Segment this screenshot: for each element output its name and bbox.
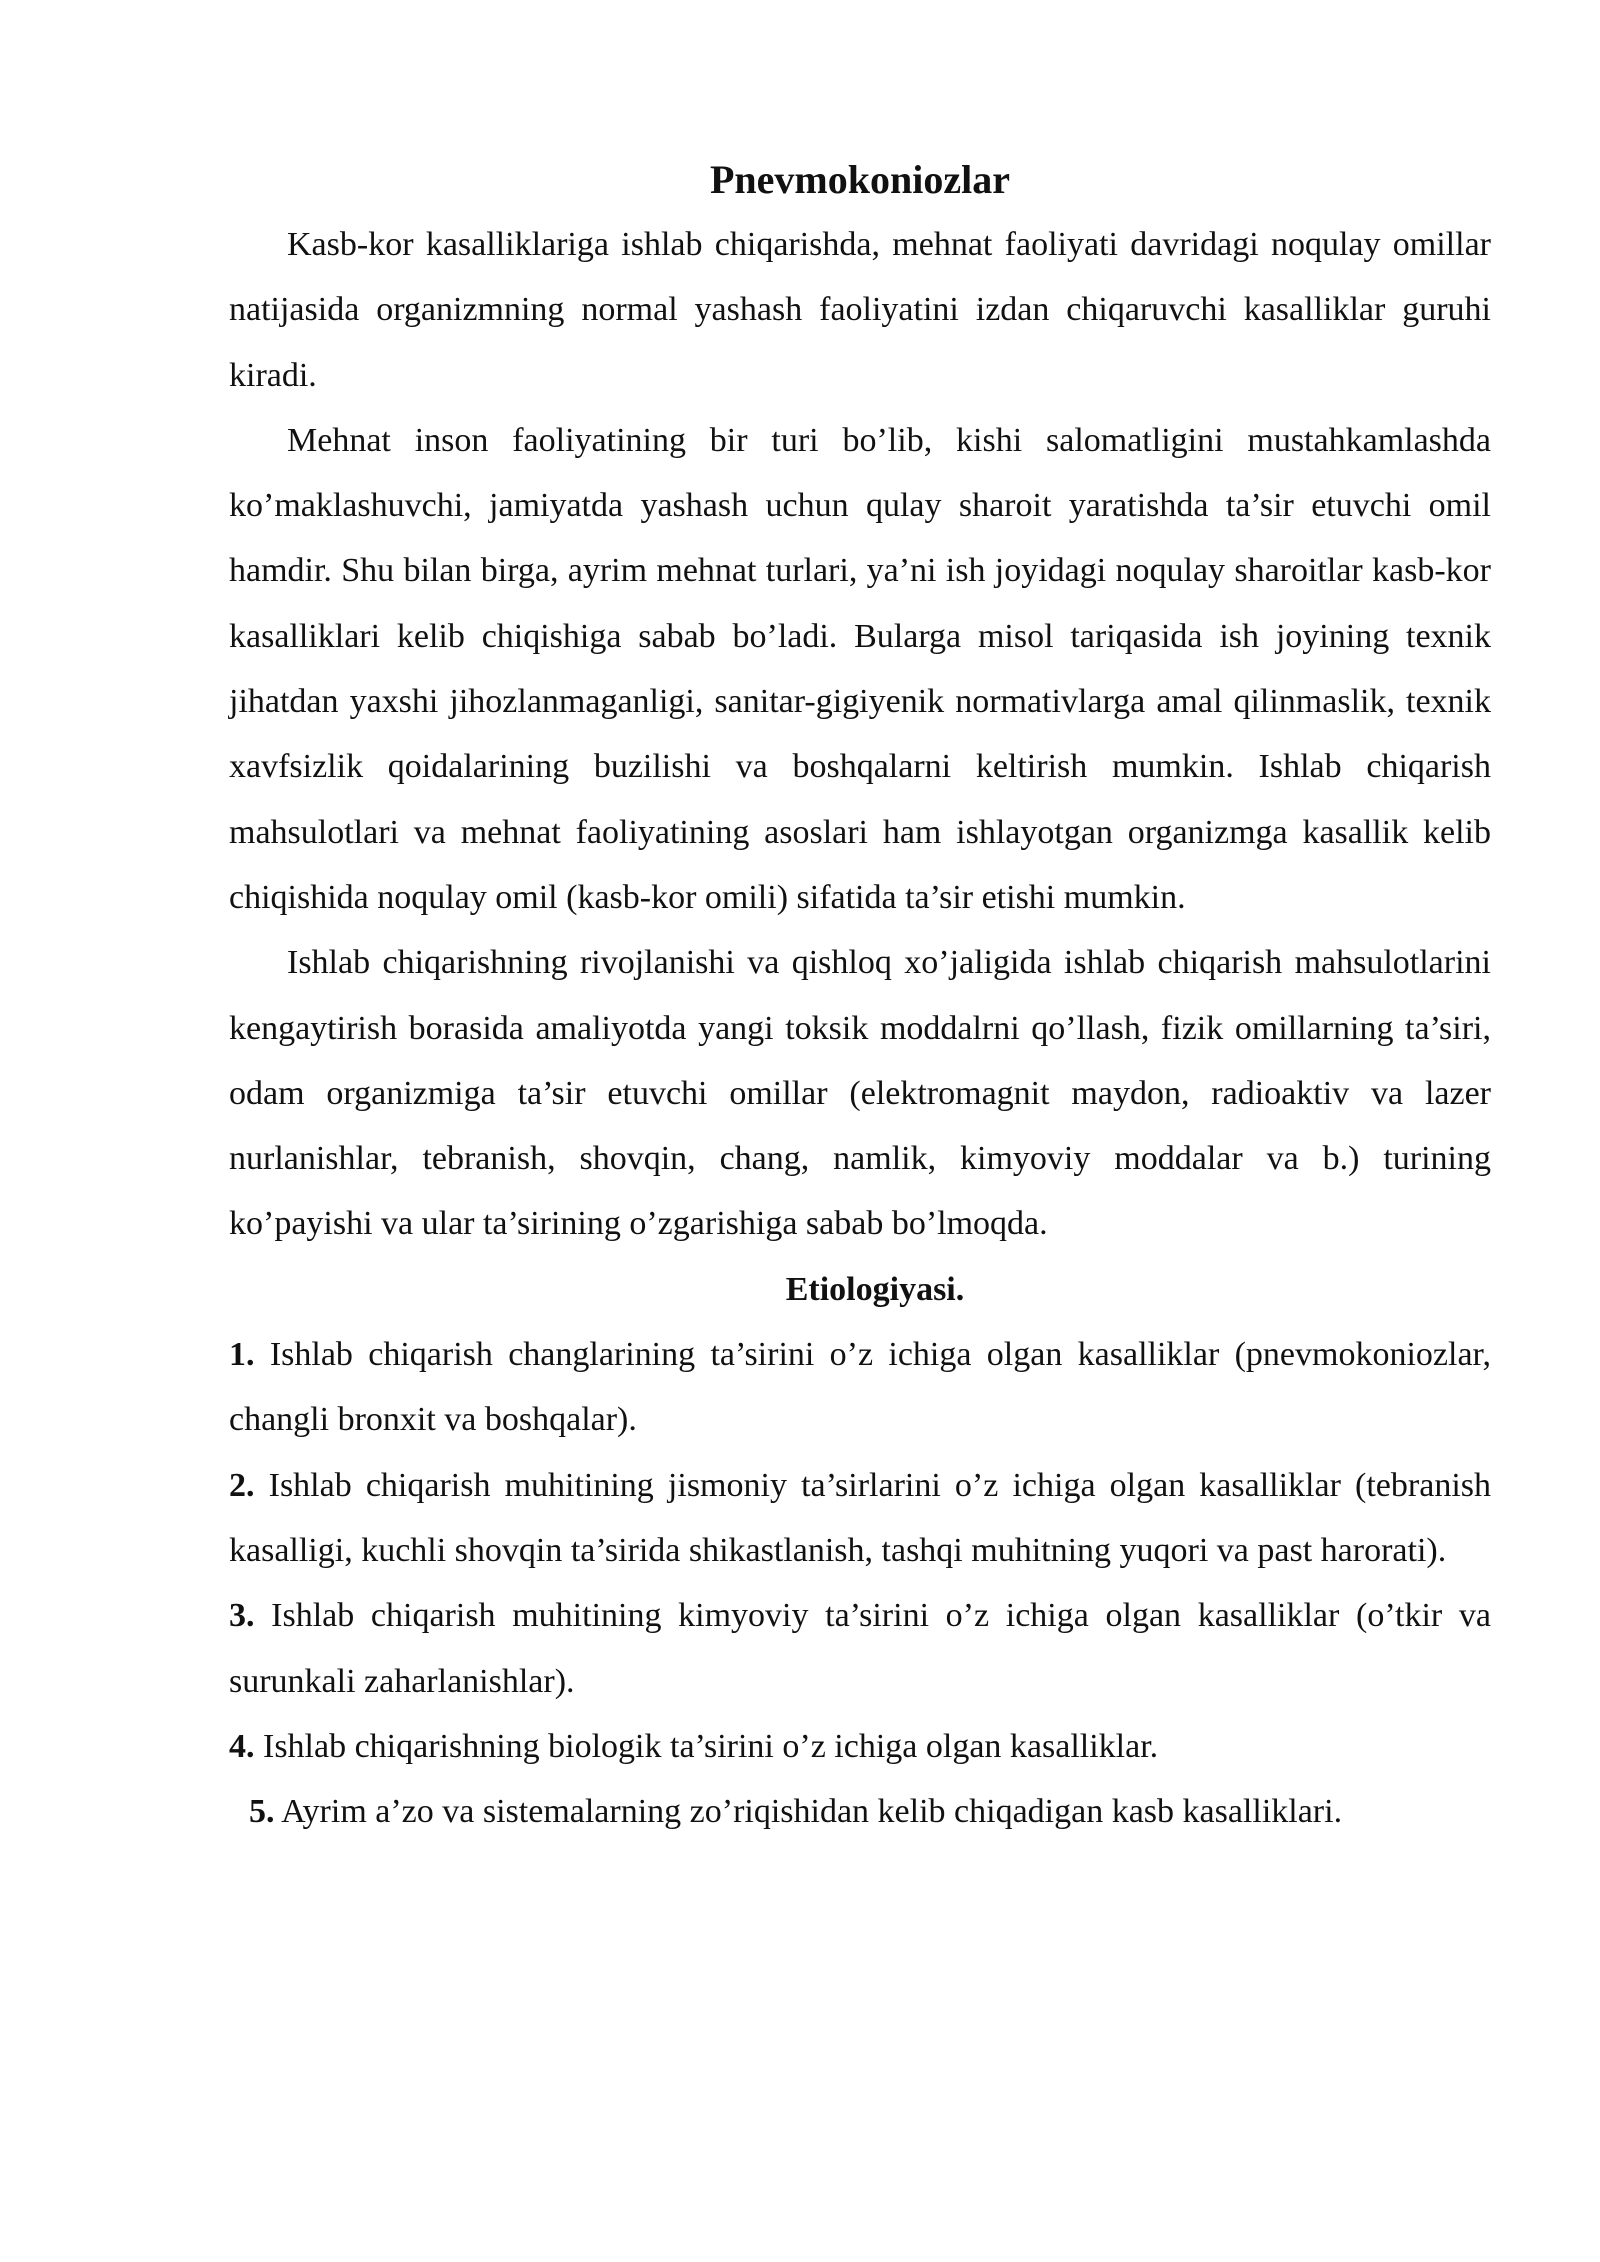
list-item-number: 5. [249,1793,275,1831]
list-item-number: 1. [229,1336,255,1374]
list-item [229,1322,1491,1453]
paragraph: Kasb-kor kasalliklariga ishlab chiqarishda, mehnat faoliyati davridagi noqulay omillar natijasida organizmning normal yashash faoliyatini izdan chiqaruvchi kasalliklar guruhi kiradi. [229,226,1491,394]
list-item-text: Ishlab chiqarish muhitining kimyoviy ta’sirini o’z ichiga olgan kasalliklar (o’tkir va surunkali zaharlanishlar). [229,1597,1491,1700]
list-item [229,1714,1491,1779]
list-item-text: Ishlab chiqarish muhitining jismoniy ta’sirlarini o’z ichiga olgan kasalliklar (tebranish kasalligi, kuchli shovqin ta’sirida shikastlanish, tashqi muhitning yuqori va past harorati). [229,1466,1491,1569]
list-item [229,1453,1491,1584]
list-item [229,1583,1491,1714]
paragraph: Ishlab chiqarishning rivojlanishi va qishloq xo’jaligida ishlab chiqarish mahsulotlarini kengaytirish borasida amaliyotda yangi toksik moddalrni qo’llash, fizik omillarning ta’siri, odam organizmiga ta’sir etuvchi omillar (elektromagnit maydon, radioaktiv va lazer nurlanishlar, tebranish, shovqin, chang, namlik, kimyoviy moddalar va b.) turining ko’payishi va ular ta’sirining o’zgarishiga sabab bo’lmoqda. [229,944,1491,1243]
list-item-number: 2. [229,1466,255,1504]
section-heading: Etiologiyasi. [785,1270,965,1308]
list-item-text: Ishlab chiqarish changlarining ta’sirini o’z ichiga olgan kasalliklar (pnevmokoniozlar, changli bronxit va boshqalar). [229,1336,1491,1439]
document-page [229,150,1491,1844]
list-item-number: 4. [229,1727,255,1765]
list-item-number: 3. [229,1597,255,1635]
paragraph: Mehnat inson faoliyatining bir turi bo’lib, kishi salomatligini mustahkamlashda ko’maklashuvchi, jamiyatda yashash uchun qulay sharoit yaratishda ta’sir etuvchi omil hamdir. Shu bilan birga, ayrim mehnat turlari, ya’ni ish joyidagi noqulay sharoitlar kasb-kor kasalliklari kelib chiqishiga sabab bo’ladi. Bularga misol tariqasida ish joyining texnik jihatdan yaxshi jihozlanmaganligi, sanitar-gigiyenik normativlarga amal qilinmaslik, texnik xavfsizlik qoidalarining buzilishi va boshqalarni keltirish mumkin. Ishlab chiqarish mahsulotlari va mehnat faoliyatining asoslari ham ishlayotgan organizmga kasallik kelib chiqishida noqulay omil (kasb-kor omili) sifatida ta’sir etishi mumkin. [229,421,1491,916]
list-item-text: Ishlab chiqarishning biologik ta’sirini o’z ichiga olgan kasalliklar. [254,1727,1159,1765]
list-item [229,1779,1491,1844]
list-item-text: Ayrim a’zo va sistemalarning zo’riqishidan kelib chiqadigan kasb kasalliklari. [274,1793,1343,1831]
document-title: Pnevmokoniozlar [710,157,1010,202]
